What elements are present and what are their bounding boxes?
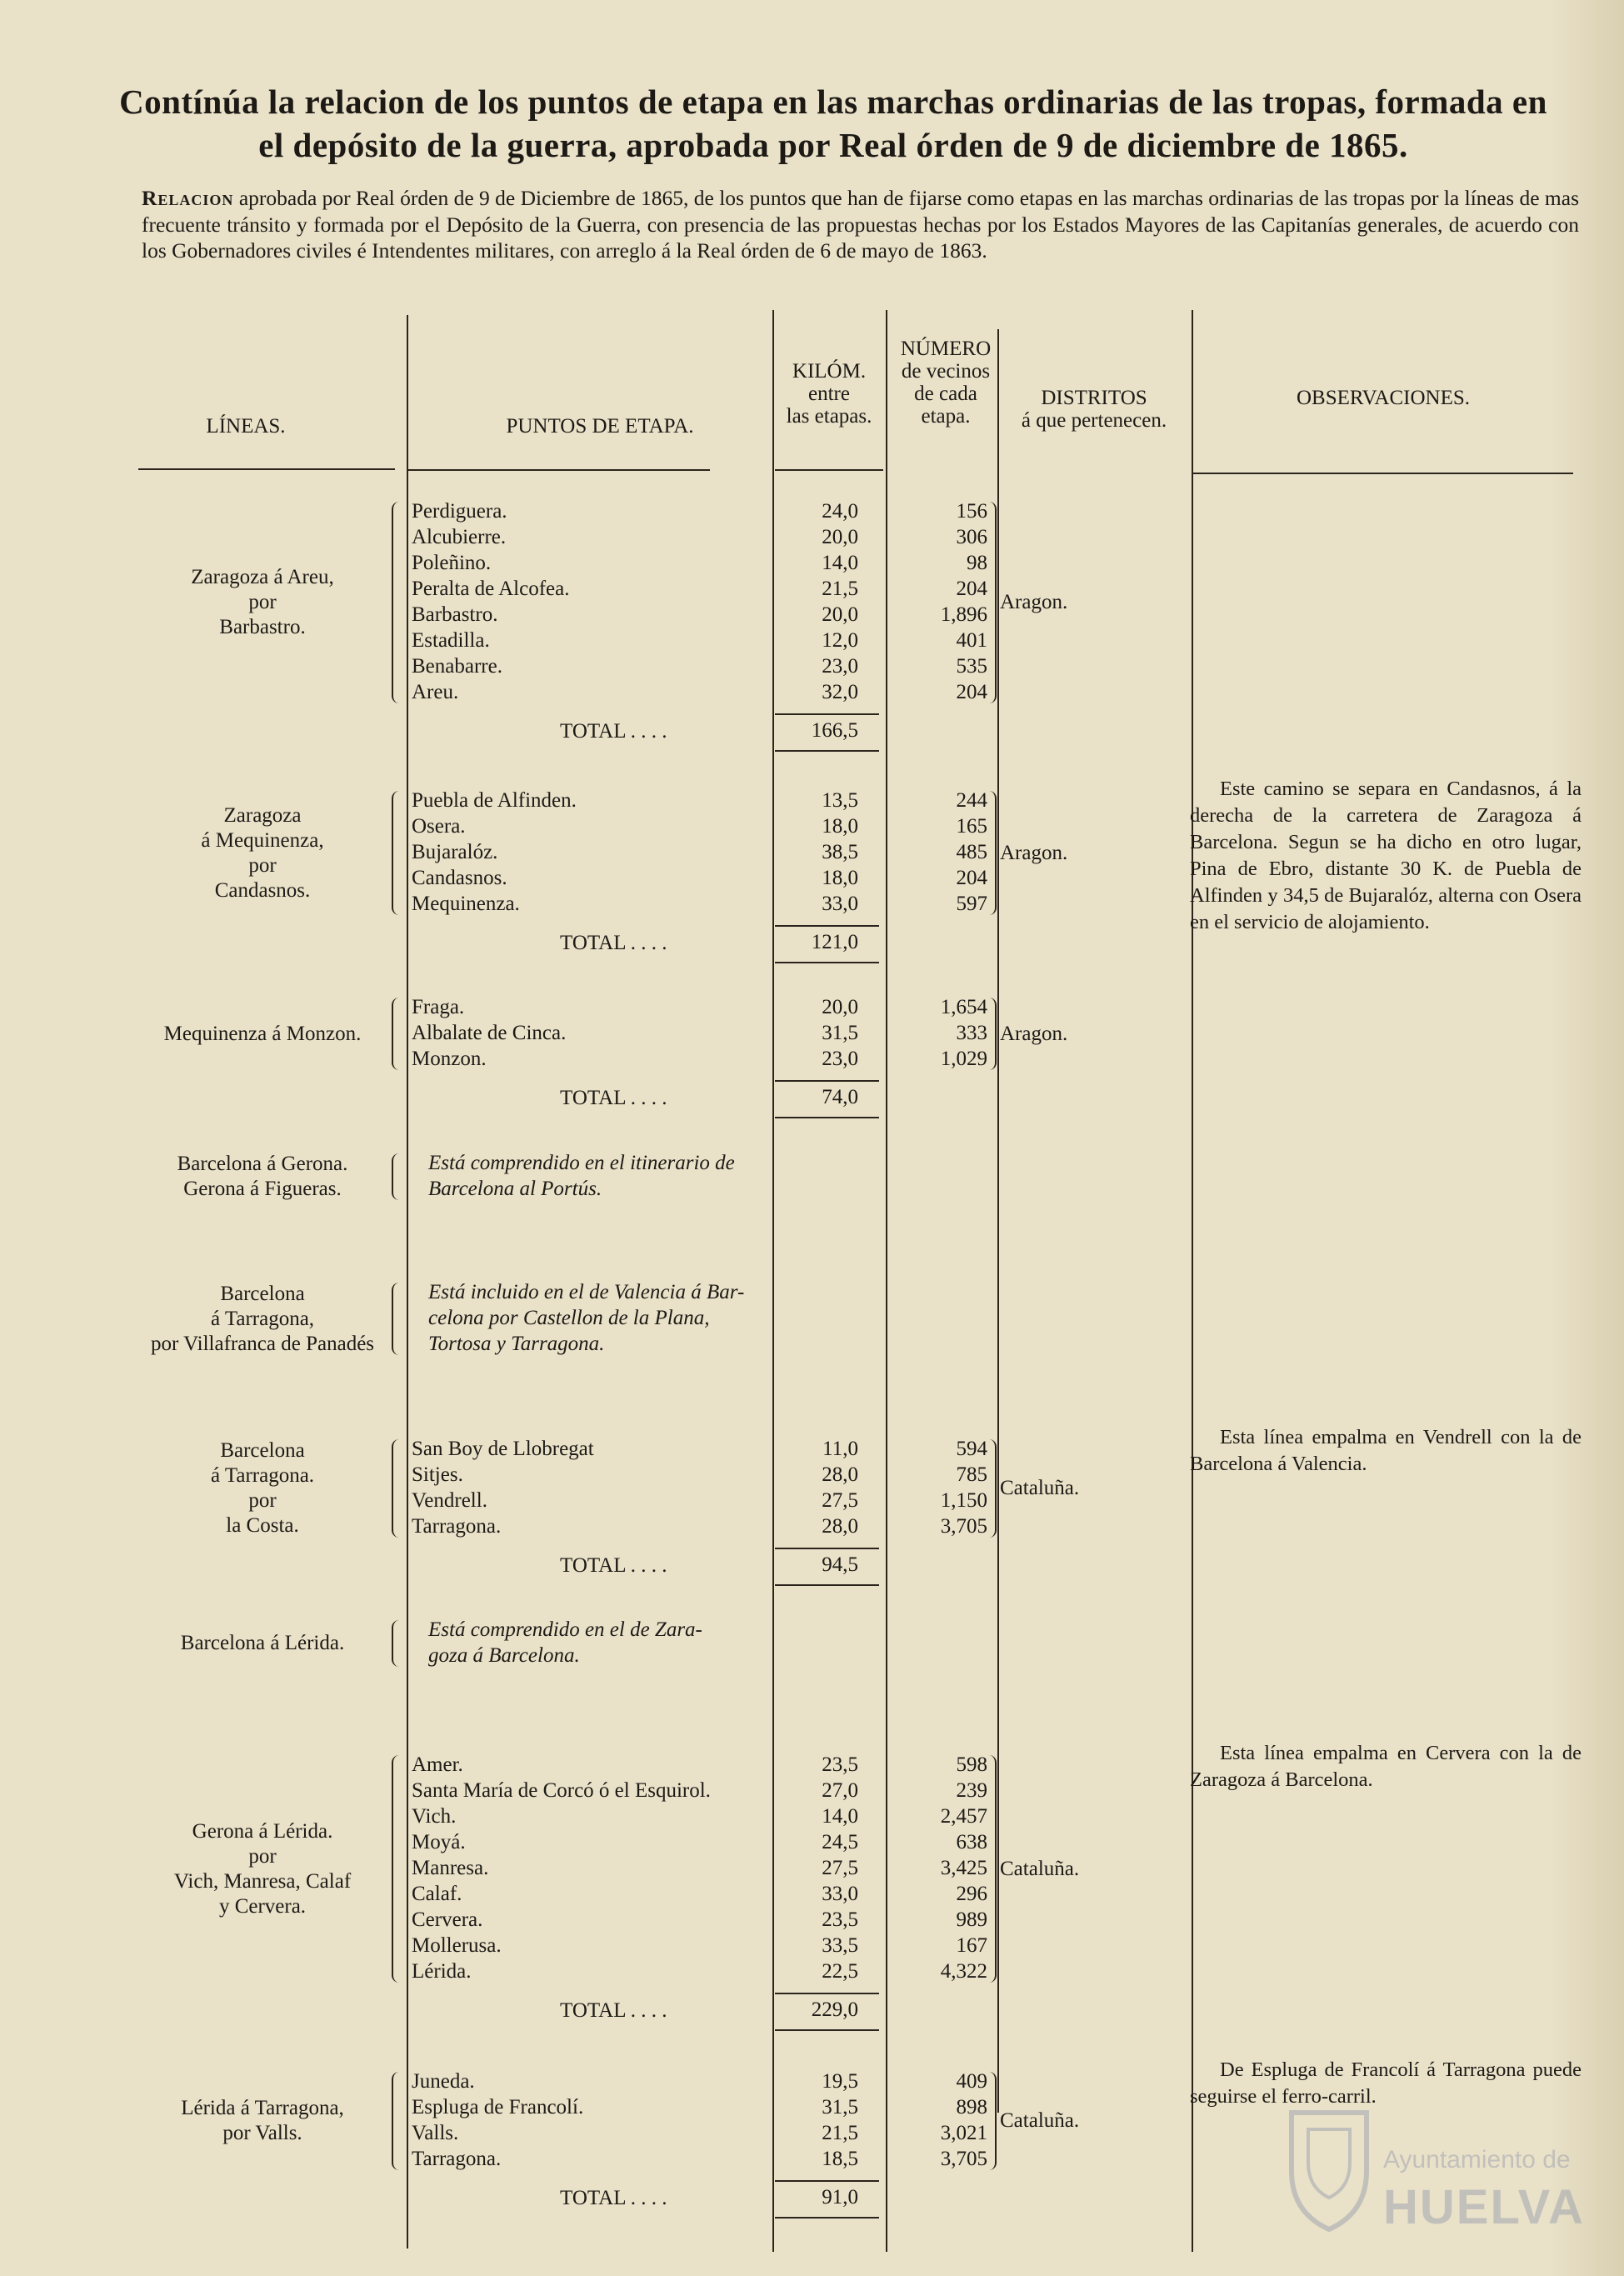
observation-text [1190,776,1582,936]
header-kilom [775,360,883,428]
header-distritos-1: DISTRITOS [1041,387,1147,409]
header-puntos: PUNTOS DE ETAPA. [506,415,694,438]
route-brace [392,2072,399,2170]
district-brace [989,1755,997,1983]
stage-vecinos: 2,457 [940,1805,987,1828]
stage-name: Estadilla. [412,629,490,652]
stage-km: 12,0 [822,629,858,652]
route-line-label: Barcelona á Lérida. [180,1632,345,1654]
intro-body: aprobada por Real órden de 9 de Diciembre de 1865, de los puntos que han de fijarse como etapas en las marchas ordinarias de las tropas por la líneas de mas frecuente tránsito y formada por el Depósito de la Guerra, con presencia de las propuestas hechas por los Estados Mayores de las Capitanías generales, de acuerdo con los Gobernadores civiles é Intendentes militares, con arreglo á la Real órden de 6 de mayo de 1863. [142,186,1580,263]
observation-body: Esta línea empalma en Vendrell con la de Barcelona á Valencia. [1190,1426,1582,1475]
stage-name: Valls. [412,2122,459,2144]
stage-km: 21,5 [822,578,858,600]
route-line-label: por [248,853,277,877]
column-divider-5 [1192,310,1193,2252]
column-divider-1 [407,315,408,2248]
total-km: 166,5 [811,719,858,742]
route-line-label: Candasnos. [214,878,311,902]
stage-km: 14,0 [822,1805,858,1828]
total-label: TOTAL . . . . [560,2187,667,2209]
stage-name: Amer. [412,1753,463,1776]
stage-name: Lérida. [412,1960,472,1983]
route-line-label: Gerona á Lérida. [192,1819,333,1843]
route-line-label: por [248,1844,277,1868]
header-numero-2: de vecinos [901,360,991,383]
stage-vecinos: 401 [956,629,987,652]
route-brace [392,1439,399,1538]
stage-vecinos: 167 [956,1934,987,1957]
stage-name: Calaf. [412,1883,462,1905]
stage-km: 33,5 [822,1934,858,1957]
header-numero-3: de cada [914,383,977,405]
stage-km: 33,0 [822,893,858,915]
header-numero-1: NÚMERO [900,338,992,360]
stage-vecinos: 785 [956,1463,987,1486]
header-kilom-2: entre [808,383,850,405]
stage-name: Osera. [412,815,466,838]
district-label: Cataluña. [1000,2109,1080,2132]
header-kilom-3: las etapas. [786,405,872,428]
stage-km: 38,5 [822,841,858,863]
district-brace [989,1439,997,1538]
stage-vecinos: 1,654 [940,996,987,1018]
total-label: TOTAL . . . . [560,720,667,743]
page-title-line-2: el depósito de la guerra, aprobada por Real órden de 9 de diciembre de 1865. [258,126,1408,164]
stage-km: 14,0 [822,552,858,574]
stage-km: 13,5 [822,789,858,812]
stage-name: Albalate de Cinca. [412,1022,567,1044]
route-line-label: por [248,1489,277,1512]
observation-text [1190,1424,1582,1478]
total-rule-bottom [775,1117,879,1118]
total-label: TOTAL . . . . [560,1554,667,1577]
intro-lead: Relacion [142,186,234,210]
total-km: 74,0 [822,1086,858,1108]
total-km: 229,0 [811,1998,858,2021]
stage-km: 27,5 [822,1857,858,1879]
district-brace [989,2072,997,2170]
stage-name: Mollerusa. [412,1934,502,1957]
observation-body: Este camino se separa en Candasnos, á la derecha de la carretera de Zaragoza á Barcelona. Segun se ha dicho en otro lugar, Pina de Ebro, distante 30 K. de Puebla de Alfinden y 34,5 de Bujaralóz, alterna con Osera en el servicio de alojamiento. [1190,778,1582,933]
stage-vecinos: 156 [956,500,987,523]
stage-vecinos: 409 [956,2070,987,2093]
stage-vecinos: 296 [956,1883,987,1905]
total-rule-bottom [775,2029,879,2031]
route-brace [392,1620,399,1667]
route-brace [392,791,399,915]
stage-vecinos: 638 [956,1831,987,1853]
total-label: TOTAL . . . . [560,932,667,954]
stage-name: Fraga. [412,996,465,1018]
stage-name: Areu. [412,681,459,703]
page-title-line-1: Contínúa la relacion de los puntos de etapa en las marchas ordinarias de las tropas, formada en [119,83,1547,121]
stage-km: 19,5 [822,2070,858,2093]
total-label: TOTAL . . . . [560,1087,667,1109]
stage-name: Cervera. [412,1908,483,1931]
stage-name: Espluga de Francolí. [412,2096,584,2118]
stage-km: 20,0 [822,996,858,1018]
stamp-text-1: Ayuntamiento de [1383,2146,1571,2173]
route-brace [392,998,399,1070]
stage-name: Bujaralóz. [412,841,498,863]
rule-observaciones [1192,473,1573,474]
stage-km: 27,0 [822,1779,858,1802]
stage-name: Alcubierre. [412,526,507,548]
stage-km: 33,0 [822,1883,858,1905]
stage-km: 18,5 [822,2148,858,2170]
stage-name: San Boy de Llobregat [412,1438,594,1460]
total-rule-bottom [775,1584,879,1586]
route-note: Está incluido en el de Valencia á Bar- [428,1281,745,1303]
header-kilom-1: KILÓM. [792,360,867,383]
total-rule-bottom [775,2217,879,2218]
header-lineas: LÍNEAS. [206,415,286,438]
total-rule-top [775,713,879,715]
stage-km: 31,5 [822,1022,858,1044]
stage-name: Santa María de Corcó ó el Esquirol. [412,1779,711,1802]
column-divider-2 [772,310,774,2252]
district-label: Cataluña. [1000,1857,1080,1880]
stage-vecinos: 1,150 [940,1489,987,1512]
header-numero-4: etapa. [921,405,971,428]
page-edge [1550,0,1624,2276]
stage-km: 18,0 [822,867,858,889]
stage-vecinos: 1,029 [940,1048,987,1070]
total-km: 91,0 [822,2186,858,2208]
total-rule-top [775,1548,879,1549]
district-label: Aragon. [1000,841,1068,864]
district-brace [989,502,997,703]
stage-km: 23,5 [822,1753,858,1776]
stage-km: 28,0 [822,1515,858,1538]
route-line-label: á Tarragona. [210,1464,315,1487]
stage-vecinos: 594 [956,1438,987,1460]
stage-km: 31,5 [822,2096,858,2118]
stage-km: 20,0 [822,526,858,548]
stage-vecinos: 204 [956,578,987,600]
stage-name: Tarragona. [412,2148,502,2170]
total-rule-top [775,925,879,927]
stage-vecinos: 306 [956,526,987,548]
stage-vecinos: 535 [956,655,987,678]
header-numero [892,338,1000,428]
stage-km: 27,5 [822,1489,858,1512]
stage-vecinos: 3,021 [940,2122,987,2144]
stage-km: 24,0 [822,500,858,523]
header-distritos [998,387,1190,432]
district-label: Cataluña. [1000,1477,1080,1499]
district-label: Aragon. [1000,591,1068,613]
route-note: Está comprendido en el itinerario de [428,1152,735,1174]
column-divider-3 [886,310,887,2252]
stage-km: 20,0 [822,603,858,626]
route-note: Está comprendido en el de Zara- [428,1618,702,1641]
stage-km: 23,5 [822,1908,858,1931]
total-rule-bottom [775,962,879,963]
stage-vecinos: 4,322 [940,1960,987,1983]
route-line-label: Gerona á Figueras. [183,1178,342,1200]
total-rule-top [775,1993,879,1994]
stage-vecinos: 598 [956,1753,987,1776]
route-line-label: y Cervera. [218,1894,307,1918]
route-note: Tortosa y Tarragona. [428,1333,605,1355]
stage-km: 18,0 [822,815,858,838]
stage-name: Barbastro. [412,603,498,626]
header-observaciones: OBSERVACIONES. [1297,387,1470,409]
route-line-label: por Villafranca de Panadés [150,1332,375,1355]
stage-vecinos: 98 [967,552,987,574]
stage-vecinos: 3,705 [940,1515,987,1538]
route-brace [392,1153,399,1200]
stage-vecinos: 204 [956,867,987,889]
total-rule-top [775,2180,879,2182]
stage-name: Manresa. [412,1857,489,1879]
stage-vecinos: 3,705 [940,2148,987,2170]
district-label: Aragon. [1000,1022,1068,1045]
route-brace [392,1283,399,1355]
stage-vecinos: 244 [956,789,987,812]
stage-name: Monzon. [412,1048,487,1070]
total-km: 94,5 [822,1553,858,1576]
stage-km: 24,5 [822,1831,858,1853]
district-brace [989,791,997,915]
stage-vecinos: 989 [956,1908,987,1931]
stage-km: 28,0 [822,1463,858,1486]
stage-name: Puebla de Alfinden. [412,789,577,812]
stage-km: 21,5 [822,2122,858,2144]
stamp-text-2: HUELVA [1383,2180,1585,2234]
stage-vecinos: 239 [956,1779,987,1802]
route-note: celona por Castellon de la Plana, [428,1307,710,1329]
stage-km: 11,0 [822,1438,858,1460]
stage-vecinos: 3,425 [940,1857,987,1879]
stage-name: Mequinenza. [412,893,520,915]
rule-lineas [138,468,395,470]
total-km: 121,0 [811,931,858,953]
route-brace [392,502,399,703]
route-line-label: Zaragoza á Areu, [191,566,334,588]
total-label: TOTAL . . . . [560,1999,667,2022]
stage-name: Vendrell. [412,1489,487,1512]
stage-vecinos: 597 [956,893,987,915]
stage-name: Vich. [412,1805,457,1828]
stage-vecinos: 165 [956,815,987,838]
watermark-stamp [1275,2096,1592,2254]
stage-name: Poleñino. [412,552,492,574]
stage-km: 23,0 [822,1048,858,1070]
observation-body: De Espluga de Francolí á Tarragona puede seguirse el ferro-carril. [1190,2058,1582,2108]
stage-name: Perdiguera. [412,500,507,523]
route-note: Barcelona al Portús. [428,1178,602,1200]
route-line-label: Lérida á Tarragona, [181,2097,344,2119]
route-line-label: por [248,591,277,613]
route-line-label: Barcelona [220,1439,305,1462]
stage-vecinos: 898 [956,2096,987,2118]
stage-name: Tarragona. [412,1515,502,1538]
route-line-label: Barbastro. [219,616,306,638]
route-line-label: por Valls. [222,2122,302,2144]
total-rule-bottom [775,750,879,752]
stage-km: 22,5 [822,1960,858,1983]
route-brace [392,1755,399,1983]
stage-vecinos: 204 [956,681,987,703]
rule-puntos [407,469,710,471]
column-divider-4 [997,329,999,2113]
stage-vecinos: 1,896 [940,603,987,626]
total-rule-top [775,1080,879,1082]
stage-km: 32,0 [822,681,858,703]
observation-body: Esta línea empalma en Cervera con la de Zaragoza á Barcelona. [1190,1742,1582,1791]
stage-vecinos: 485 [956,841,987,863]
stage-name: Benabarre. [412,655,502,678]
route-line-label: á Tarragona, [210,1307,315,1330]
route-line-label: Barcelona [220,1282,305,1305]
route-line-label: Vich, Manresa, Calaf [173,1869,352,1893]
rule-kilom [775,469,883,471]
district-brace [989,998,997,1070]
stage-km: 23,0 [822,655,858,678]
route-line-label: Mequinenza á Monzon. [163,1022,362,1045]
stage-name: Sitjes. [412,1463,463,1486]
stage-name: Moyá. [412,1831,466,1853]
route-line-label: Zaragoza [223,803,302,827]
route-note: goza á Barcelona. [428,1644,580,1667]
route-line-label: la Costa. [226,1514,299,1537]
header-distritos-2: á que pertenecen. [1021,409,1167,432]
stage-vecinos: 333 [956,1022,987,1044]
route-line-label: á Mequinenza, [201,828,324,852]
observation-text [1190,1740,1582,1793]
route-line-label: Barcelona á Gerona. [177,1153,348,1175]
stage-name: Peralta de Alcofea. [412,578,570,600]
stage-name: Juneda. [412,2070,475,2093]
stage-name: Candasnos. [412,867,507,889]
intro-paragraph [142,185,1579,264]
